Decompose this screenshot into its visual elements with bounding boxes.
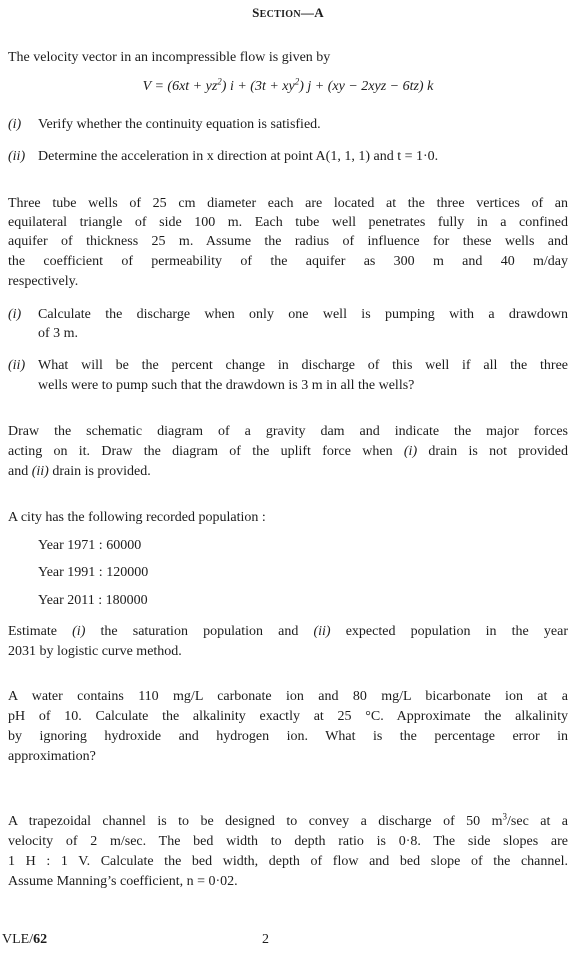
q5-line: approximation? (8, 749, 96, 764)
q4-intro: A city has the following recorded population : (8, 510, 266, 525)
text-run: expected population in the year (345, 624, 568, 639)
part-text: Calculate the discharge when only one well is pumping with a drawdown (38, 307, 568, 322)
population-row: Year 1991 : 120000 (38, 565, 149, 580)
paper-code (2, 930, 47, 950)
text-run: drain is provided. (52, 464, 151, 479)
section-title: SECTION—A (252, 5, 324, 20)
q3-line (8, 442, 568, 462)
q4-estimate-line: 2031 by logistic curve method. (8, 644, 182, 659)
page-number: 2 (262, 932, 269, 947)
q2-line: respectively. (8, 274, 79, 289)
q2-line: aquifer of thickness 25 m. Assume the radius of influence for these wells and (8, 234, 568, 249)
q3-line (8, 462, 568, 482)
part-label: (ii) (8, 149, 26, 164)
q3-line: Draw the schematic diagram of a gravity dam and indicate the major forces (8, 424, 568, 439)
q2-part-ii (8, 356, 568, 376)
text-run: acting on it. Draw the diagram of the uplift force when (8, 444, 393, 459)
equation-exponent: 2 (217, 76, 222, 87)
paper-code-prefix: VLE/ (2, 932, 34, 947)
q2-line: equilateral triangle of side 100 m. Each tube well penetrates fully in a confined (8, 215, 568, 230)
population-row: Year 1971 : 60000 (38, 538, 142, 553)
q6-line (8, 812, 568, 832)
roman-numeral: (i) (403, 444, 418, 459)
q5-line: A water contains 110 mg/L carbonate ion and 80 mg/L bicarbonate ion at a (8, 689, 568, 704)
unit-exponent: 3 (502, 811, 508, 822)
q5-line: by ignoring hydroxide and hydrogen ion. What is the percentage error in (8, 729, 568, 744)
part-label: (i) (8, 307, 22, 322)
roman-numeral: (ii) (31, 464, 49, 479)
q1-part-i (8, 115, 568, 135)
equation-exponent: 2 (294, 76, 300, 87)
text-run: drain is not provided (428, 444, 569, 459)
text-run: and (8, 464, 29, 479)
velocity-equation (0, 77, 576, 97)
part-text: Verify whether the continuity equation is satisfied. (38, 117, 321, 132)
q6-line: Assume Manning’s coefficient, n = 0·02. (8, 874, 238, 889)
q5-line: pH of 10. Calculate the alkalinity exactly at 25 °C. Approximate the alkalinity (8, 709, 568, 724)
text-run: the saturation population and (100, 624, 299, 639)
equation-part: ) j + (xy − 2xyz − 6tz) k (299, 79, 434, 94)
q2-part-i (8, 305, 568, 325)
text-run: A trapezoidal channel is to be designed to convey a discharge of 50 m (8, 814, 503, 829)
text-run: /sec at a (507, 814, 569, 829)
equation-part: V = (6xt + yz (142, 79, 218, 94)
q6-line: velocity of 2 m/sec. The bed width to depth ratio is 0·8. The side slopes are (8, 834, 568, 849)
part-text: What will be the percent change in discharge of this well if all the three (38, 358, 568, 373)
roman-numeral: (i) (72, 624, 86, 639)
part-label: (i) (8, 117, 22, 132)
q4-estimate-line (8, 622, 568, 642)
part-text: Determine the acceleration in x direction at point A(1, 1, 1) and t = 1·0. (38, 149, 439, 164)
q1-part-ii (8, 147, 568, 167)
q2-line: Three tube wells of 25 cm diameter each are located at the three vertices of an (8, 196, 568, 211)
q6-line: 1 H : 1 V. Calculate the bed width, depth of flow and bed slope of the channel. (8, 854, 568, 869)
q1-intro: The velocity vector in an incompressible flow is given by (8, 50, 331, 65)
q2-part-i-cont: of 3 m. (38, 326, 79, 341)
paper-code-number: 62 (33, 932, 48, 947)
population-row: Year 2011 : 180000 (38, 593, 148, 608)
q2-line: the coefficient of permeability of the aquifer as 300 m and 40 m/day (8, 254, 568, 269)
part-label: (ii) (8, 358, 26, 373)
equation-part: ) i + (3t + xy (221, 79, 295, 94)
q2-part-ii-cont: wells were to pump such that the drawdown is 3 m in all the wells? (38, 378, 415, 393)
roman-numeral: (ii) (313, 624, 331, 639)
text-run: Estimate (8, 624, 57, 639)
